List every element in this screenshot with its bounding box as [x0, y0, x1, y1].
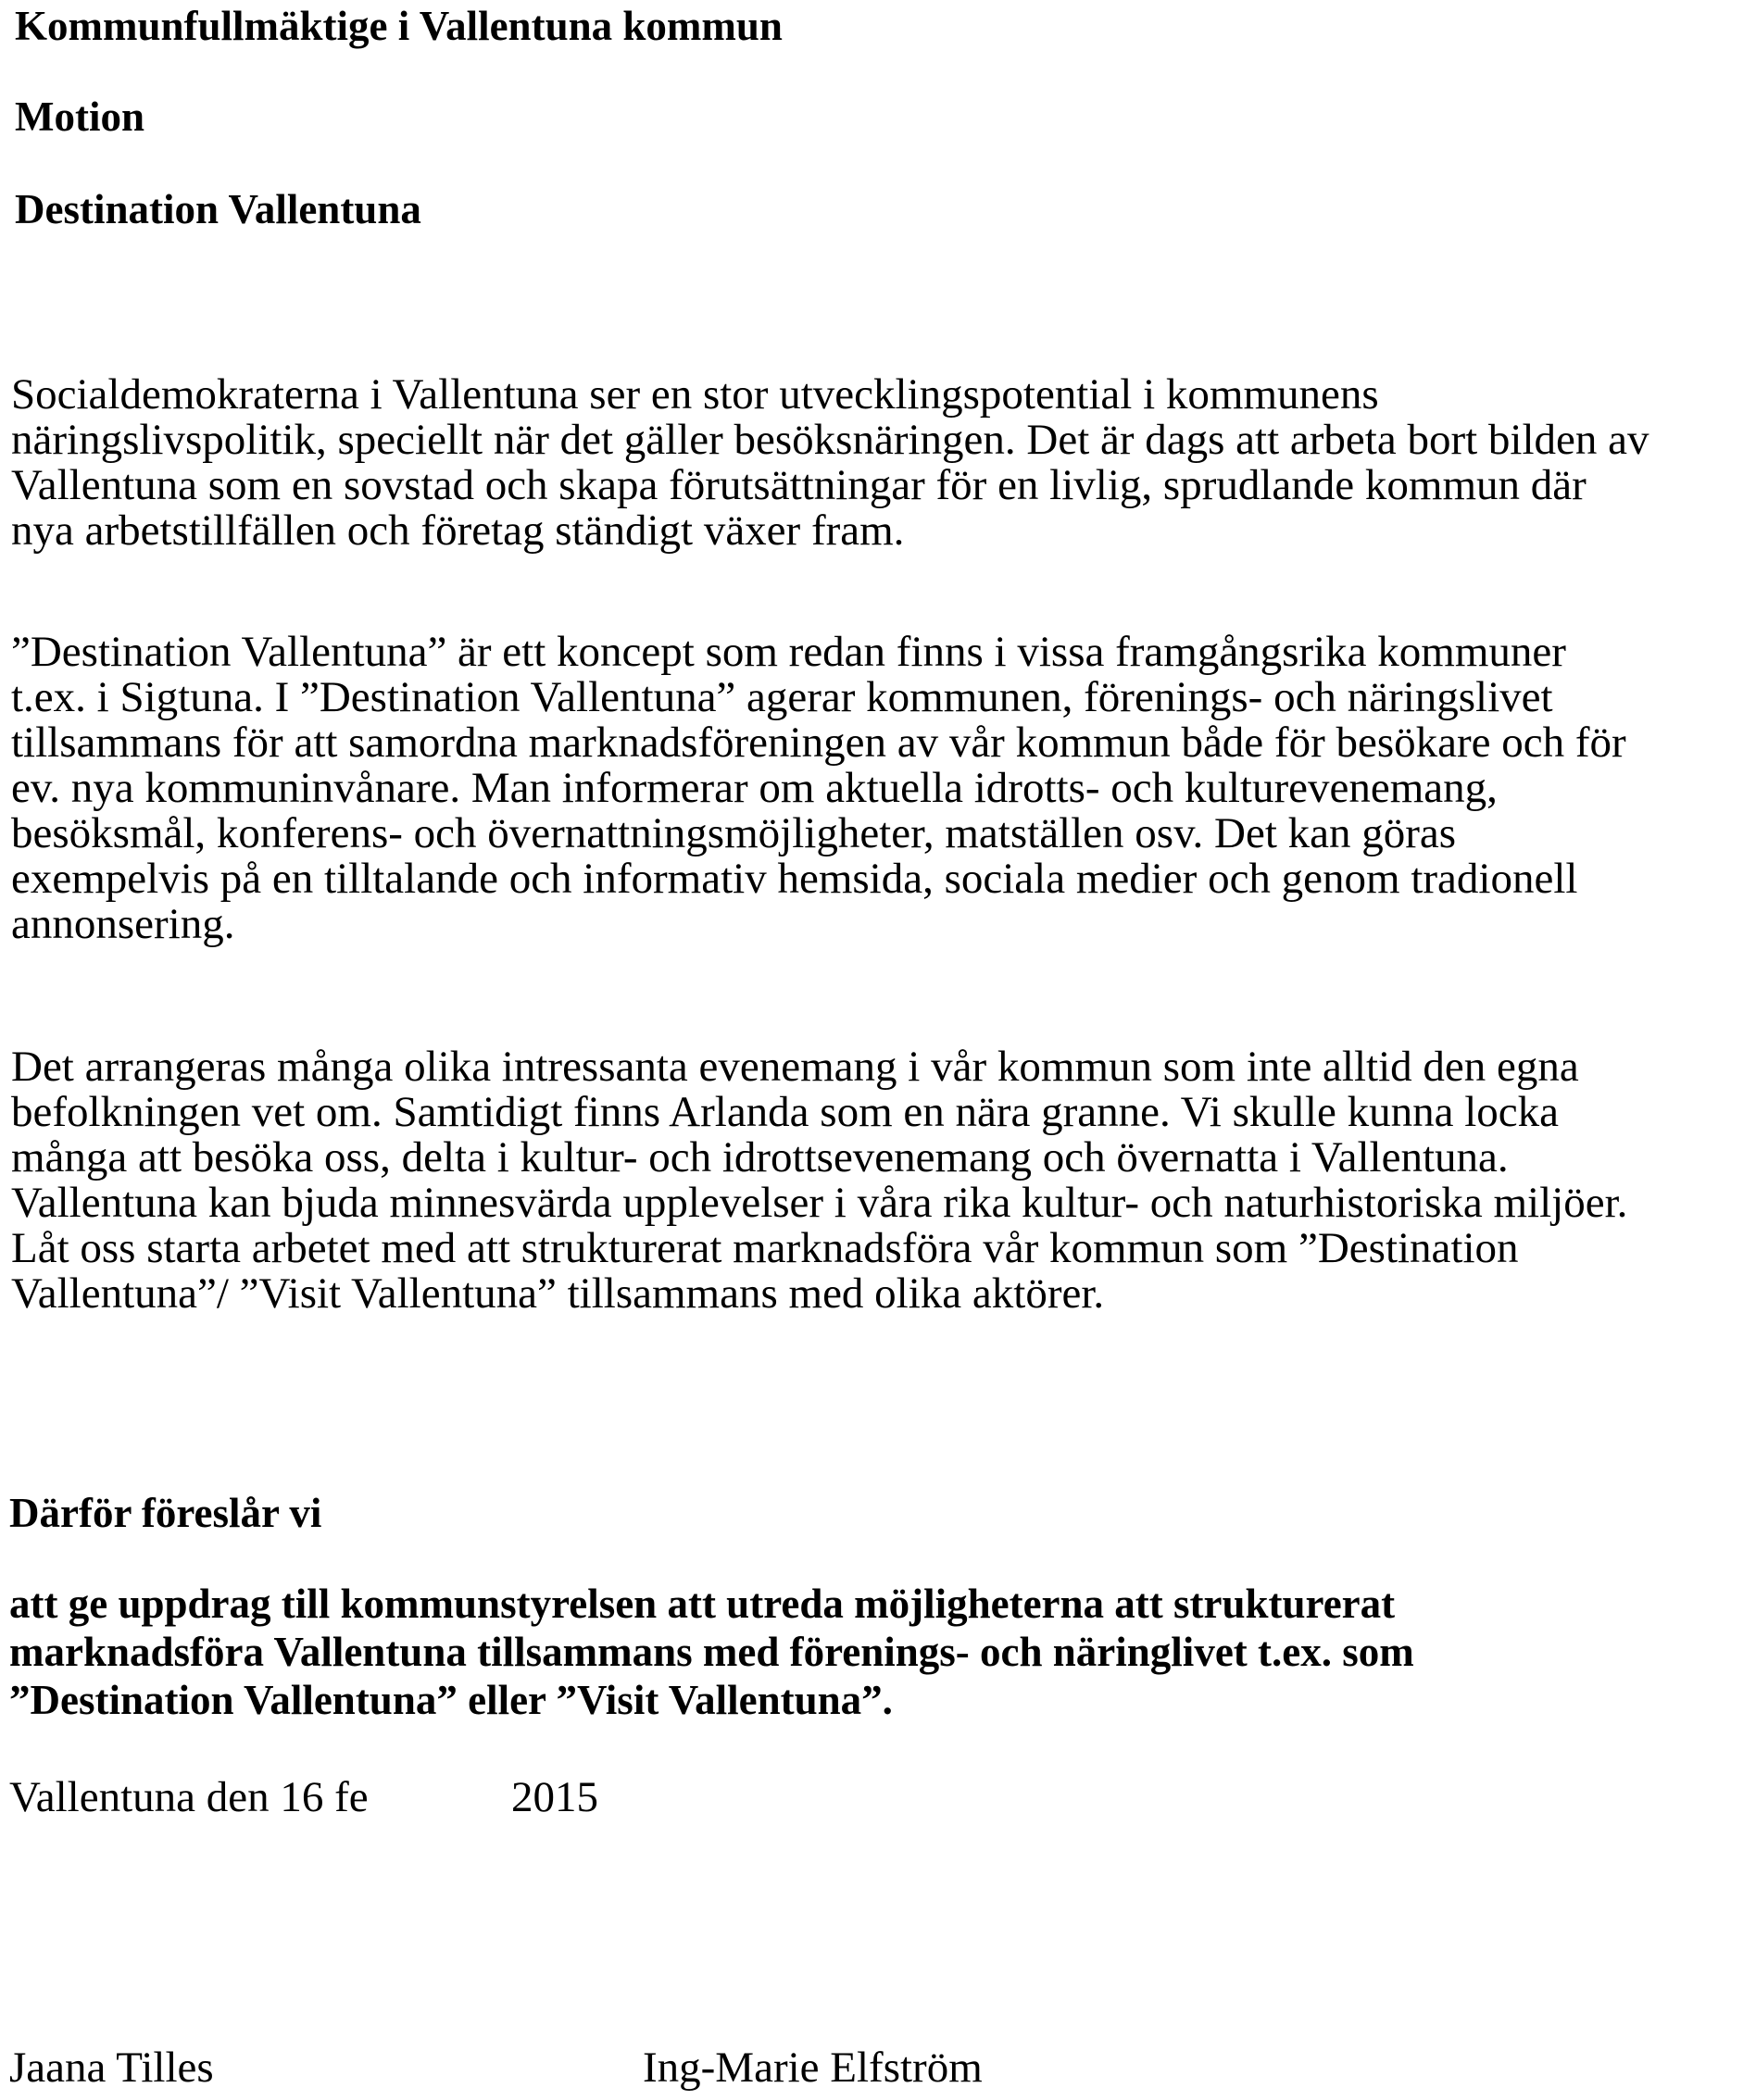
motion-title: Destination Vallentuna: [15, 186, 421, 232]
text-line: Låt oss starta arbetet med att strukturerat marknadsföra vår kommun som ”Destination: [11, 1224, 1519, 1272]
text-line: Det arrangeras många olika intressanta evenemang i vår kommun som inte alltid den egna: [11, 1043, 1579, 1091]
proposal-line: ”Destination Vallentuna” eller ”Visit Vallentuna”.: [9, 1677, 893, 1723]
proposal-heading: Därför föreslår vi: [9, 1490, 322, 1536]
signatory-name: Ing-Marie Elfström: [643, 2044, 983, 2092]
text-line: Vallentuna kan bjuda minnesvärda upplevelser i våra rika kultur- och naturhistoriska miljöer.: [11, 1179, 1628, 1227]
document-type-heading: Motion: [15, 94, 144, 140]
text-line: ev. nya kommuninvånare. Man informerar om aktuella idrotts- och kulturevenemang,: [11, 764, 1498, 812]
proposal-line: att ge uppdrag till kommunstyrelsen att utreda möjligheterna att strukturerat: [9, 1581, 1396, 1627]
body-paragraph: [11, 372, 1649, 554]
text-line: exempelvis på en tilltalande och informativ hemsida, sociala medier och genom tradionell: [11, 855, 1578, 903]
proposal-text: [9, 1580, 1414, 1724]
text-line: Vallentuna som en sovstad och skapa förutsättningar för en livlig, sprudlande kommun där: [11, 461, 1587, 509]
text-line: många att besöka oss, delta i kultur- och idrottsevenemang och övernatta i Vallentuna.: [11, 1133, 1509, 1181]
text-line: Vallentuna”/ ”Visit Vallentuna” tillsammans med olika aktörer.: [11, 1269, 1105, 1318]
text-line: t.ex. i Sigtuna. I ”Destination Vallentuna” agerar kommunen, förenings- och näringslivet: [11, 673, 1553, 721]
text-line: tillsammans för att samordna marknadsföreningen av vår kommun både för besökare och för: [11, 719, 1626, 767]
body-paragraph: [11, 1044, 1627, 1317]
text-line: annonsering.: [11, 900, 235, 948]
text-line: befolkningen vet om. Samtidigt finns Arlanda som en nära granne. Vi skulle kunna locka: [11, 1088, 1559, 1136]
body-paragraph: [11, 630, 1626, 947]
recipient-heading: Kommunfullmäktige i Vallentuna kommun: [15, 3, 783, 49]
text-line: ”Destination Vallentuna” är ett koncept som redan finns i vissa framgångsrika kommuner: [11, 628, 1566, 676]
text-line: näringslivspolitik, speciellt när det gäller besöksnäringen. Det är dags att arbeta bort bilden av: [11, 416, 1649, 464]
signatory-name: Jaana Tilles: [9, 2044, 214, 2092]
place-date-year: 2015: [511, 1773, 598, 1821]
text-line: Socialdemokraterna i Vallentuna ser en stor utvecklingspotential i kommunens: [11, 370, 1379, 419]
proposal-line: marknadsföra Vallentuna tillsammans med förenings- och näringlivet t.ex. som: [9, 1629, 1414, 1675]
text-line: nya arbetstillfällen och företag ständigt växer fram.: [11, 506, 905, 555]
text-line: besöksmål, konferens- och övernattningsmöjligheter, matställen osv. Det kan göras: [11, 809, 1457, 857]
place-date: Vallentuna den 16 fe: [9, 1773, 369, 1821]
